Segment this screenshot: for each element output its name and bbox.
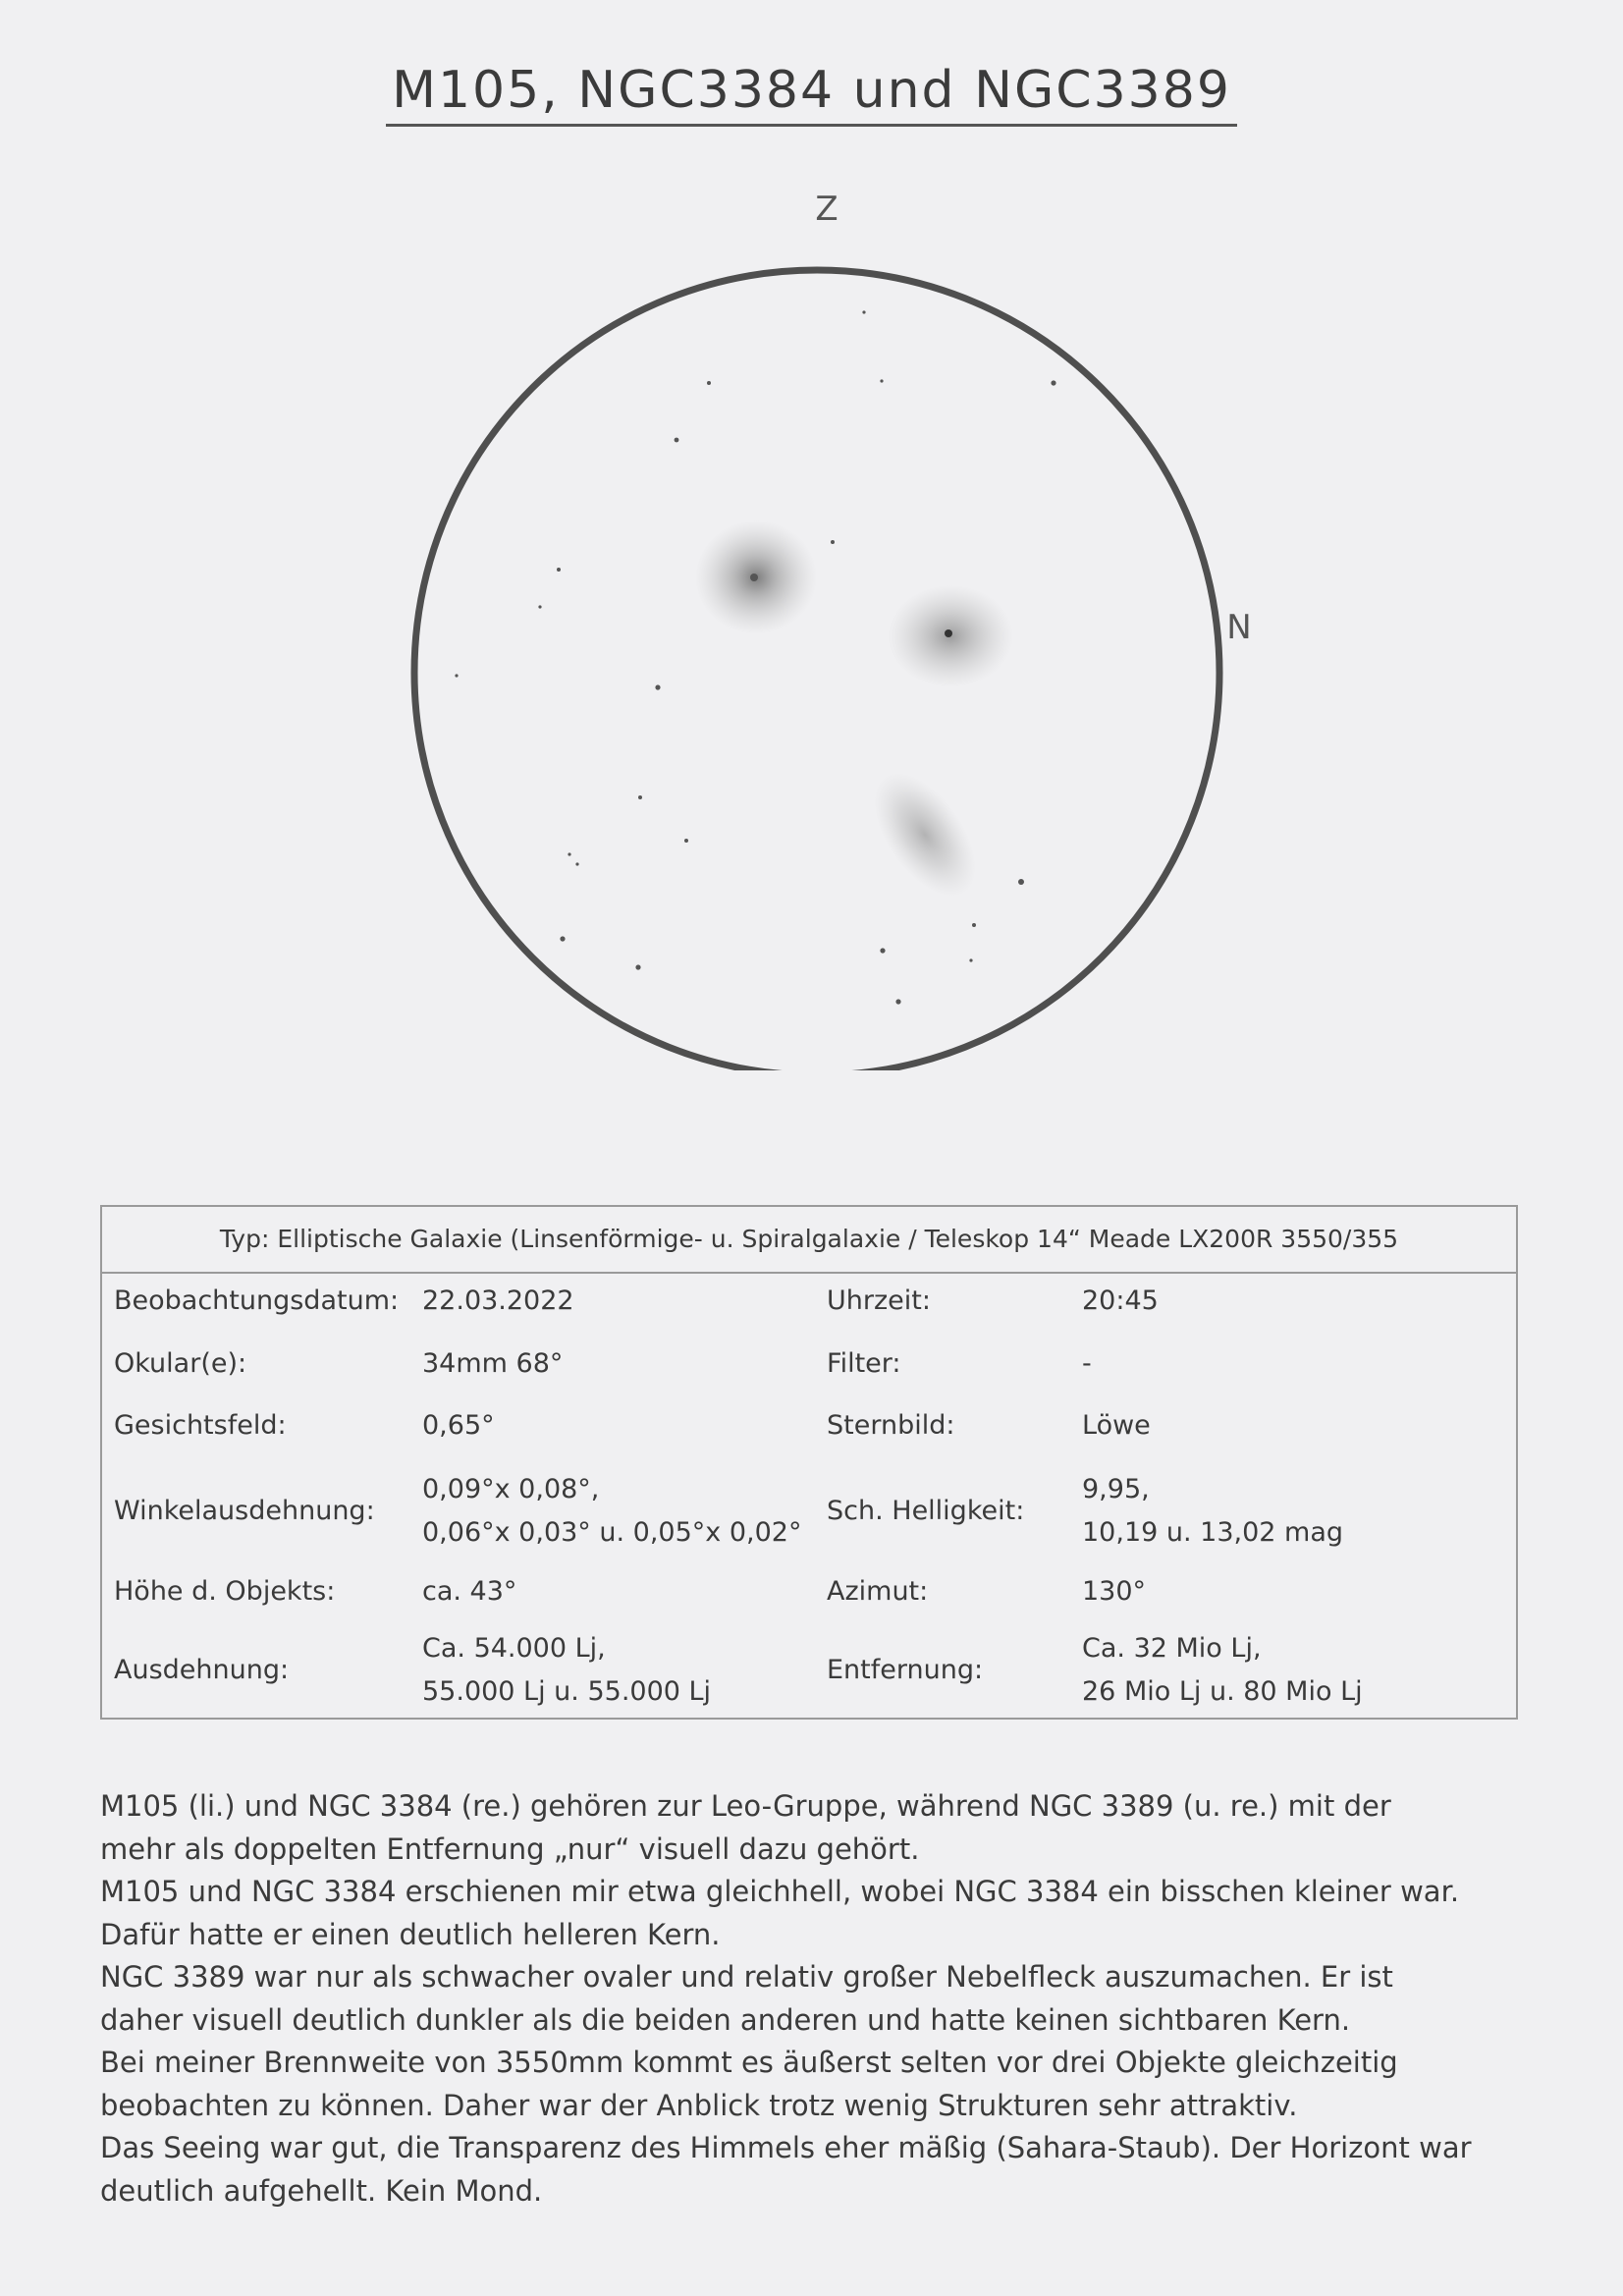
label-observation-date: Beobachtungsdatum:: [114, 1285, 400, 1316]
table-row: [102, 1627, 1516, 1716]
star: [831, 540, 835, 544]
star: [538, 605, 541, 608]
galaxy-m105-core: [750, 574, 758, 581]
notes-line: deutlich aufgehellt. Kein Mond.: [100, 2173, 543, 2208]
value-distance: [1082, 1627, 1363, 1714]
label-distance: Entfernung:: [827, 1655, 984, 1685]
star: [675, 438, 679, 443]
direction-label-n: N: [1226, 608, 1252, 647]
value-apparent-magnitude-line1: 9,95,: [1082, 1474, 1150, 1504]
galaxy-ngc3389: [854, 755, 997, 914]
star: [1051, 380, 1055, 385]
value-time: 20:45: [1082, 1285, 1159, 1316]
label-extent: Ausdehnung:: [114, 1655, 290, 1685]
star: [880, 948, 885, 953]
field-of-view-circle: [414, 270, 1219, 1070]
eyepiece-sketch: [383, 187, 1257, 1070]
page-title: [0, 61, 1623, 127]
notes-line: NGC 3389 war nur als schwacher ovaler und relativ großer Nebelfleck auszumachen. Er ist: [100, 1960, 1393, 1994]
value-angular-size-line1: 0,09°x 0,08°,: [422, 1474, 600, 1504]
star: [568, 852, 570, 855]
notes-line: daher visuell deutlich dunkler als die beiden anderen und hatte keinen sichtbaren Kern.: [100, 2002, 1351, 2037]
star: [575, 862, 578, 865]
value-extent-line2: 55.000 Lj u. 55.000 Lj: [422, 1676, 712, 1707]
value-filter: -: [1082, 1348, 1092, 1379]
table-row: [102, 1285, 1516, 1329]
label-filter: Filter:: [827, 1348, 901, 1379]
value-object-altitude: ca. 43°: [422, 1576, 517, 1607]
star: [638, 795, 642, 799]
label-constellation: Sternbild:: [827, 1410, 955, 1441]
star: [655, 684, 660, 689]
value-extent: [422, 1627, 711, 1714]
star: [1018, 879, 1024, 885]
star: [880, 379, 883, 382]
table-row: [102, 1468, 1516, 1557]
value-observation-date: 22.03.2022: [422, 1285, 574, 1316]
value-angular-size-line2: 0,06°x 0,03° u. 0,05°x 0,02°: [422, 1517, 802, 1548]
north-label-z: Z: [815, 190, 839, 229]
value-angular-size: [422, 1468, 801, 1555]
table-header: Typ: Elliptische Galaxie (Linsenförmige- u. Spiralgalaxie / Teleskop 14“ Meade LX200R 3550/355: [102, 1207, 1516, 1274]
label-time: Uhrzeit:: [827, 1285, 931, 1316]
notes-line: Das Seeing war gut, die Transparenz des Himmels eher mäßig (Sahara-Staub). Der Horizont war: [100, 2131, 1472, 2164]
table-row: [102, 1348, 1516, 1392]
observation-notes: [100, 1785, 1524, 2213]
notes-line: M105 (li.) und NGC 3384 (re.) gehören zur Leo-Gruppe, während NGC 3389 (u. re.) mit der: [100, 1789, 1391, 1823]
label-angular-size: Winkelausdehnung:: [114, 1496, 375, 1526]
label-field-of-view: Gesichtsfeld:: [114, 1410, 287, 1441]
star: [862, 310, 865, 313]
star: [635, 964, 640, 969]
value-azimuth: 130°: [1082, 1576, 1147, 1607]
notes-line: mehr als doppelten Entfernung „nur“ visuell dazu gehört.: [100, 1831, 920, 1866]
value-apparent-magnitude-line2: 10,19 u. 13,02 mag: [1082, 1517, 1344, 1548]
star: [707, 381, 711, 385]
value-field-of-view: 0,65°: [422, 1410, 495, 1441]
star: [560, 936, 565, 941]
notes-line: Bei meiner Brennweite von 3550mm kommt es äußerst selten vor drei Objekte gleichzeitig: [100, 2046, 1398, 2079]
star: [455, 674, 458, 677]
label-eyepiece: Okular(e):: [114, 1348, 247, 1379]
label-azimuth: Azimut:: [827, 1576, 929, 1607]
value-constellation: Löwe: [1082, 1410, 1151, 1441]
value-distance-line1: Ca. 32 Mio Lj,: [1082, 1633, 1262, 1664]
star: [557, 568, 561, 572]
star: [895, 999, 900, 1004]
page-title-text: M105, NGC3384 und NGC3389: [386, 61, 1237, 127]
table-row: [102, 1410, 1516, 1453]
table-row: [102, 1576, 1516, 1619]
value-distance-line2: 26 Mio Lj u. 80 Mio Lj: [1082, 1676, 1363, 1707]
galaxy-ngc3384-core: [945, 629, 952, 637]
star: [684, 839, 688, 843]
sketch-svg: [383, 187, 1257, 1070]
notes-line: beobachten zu können. Daher war der Anblick trotz wenig Strukturen sehr attraktiv.: [100, 2088, 1298, 2122]
label-object-altitude: Höhe d. Objekts:: [114, 1576, 336, 1607]
value-eyepiece: 34mm 68°: [422, 1348, 564, 1379]
star: [972, 923, 976, 927]
notes-line: Dafür hatte er einen deutlich helleren Kern.: [100, 1917, 721, 1951]
star: [969, 958, 972, 961]
notes-line: M105 und NGC 3384 erschienen mir etwa gleichhell, wobei NGC 3384 ein bisschen kleiner war.: [100, 1875, 1460, 1908]
label-apparent-magnitude: Sch. Helligkeit:: [827, 1496, 1025, 1526]
observation-data-table: [100, 1205, 1518, 1720]
value-extent-line1: Ca. 54.000 Lj,: [422, 1633, 606, 1664]
value-apparent-magnitude: [1082, 1468, 1343, 1555]
